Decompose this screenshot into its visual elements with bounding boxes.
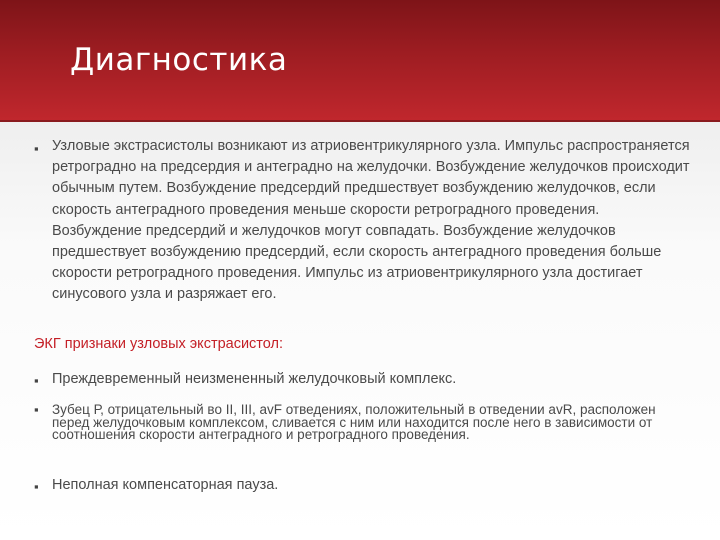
square-bullet-icon: ▪ bbox=[34, 402, 39, 417]
ekg-heading: ЭКГ признаки узловых экстрасистол: bbox=[34, 336, 284, 352]
bullet-text: Зубец Р, отрицательный во II, III, avF отведениях, положительный в отведении avR, расположен перед желудочковым комплексом, сливается с ним или находится после него в зависимости от соотношения скорости антеградного и ретроградного проведения. bbox=[52, 402, 656, 443]
ekg-item-3 bbox=[34, 476, 692, 494]
bullet-text: Неполная компенсаторная пауза. bbox=[52, 477, 279, 493]
square-bullet-icon: ▪ bbox=[34, 373, 39, 388]
slide-header bbox=[0, 0, 720, 120]
bullet-text: Узловые экстрасистолы возникают из атриовентрикулярного узла. Импульс распространяется ретроградно на предсердия и антеградно на желудочки. Возбуждение желудочков происходит обычным путем. Возбуждение предсердий предшествует возбуждению желудочков, если скорость антеградного проведения меньше скорости ретроградного проведения. Возбуждение предсердий и желудочков могут совпадать. Возбуждение желудочков предшествует возбуждению предсердий, если скорость антеградного проведения больше скорости ретроградного проведения. Импульс из атриовентрикулярного узла достигает синусового узла и разряжает его. bbox=[52, 138, 690, 303]
slide-title: Диагностика bbox=[70, 42, 288, 78]
bullet-paragraph-1 bbox=[34, 136, 692, 306]
ekg-item-2 bbox=[34, 404, 692, 442]
square-bullet-icon: ▪ bbox=[34, 479, 39, 494]
square-bullet-icon: ▪ bbox=[34, 141, 39, 156]
ekg-item-1 bbox=[34, 370, 692, 388]
bullet-text: Преждевременный неизмененный желудочковый комплекс. bbox=[52, 371, 457, 387]
